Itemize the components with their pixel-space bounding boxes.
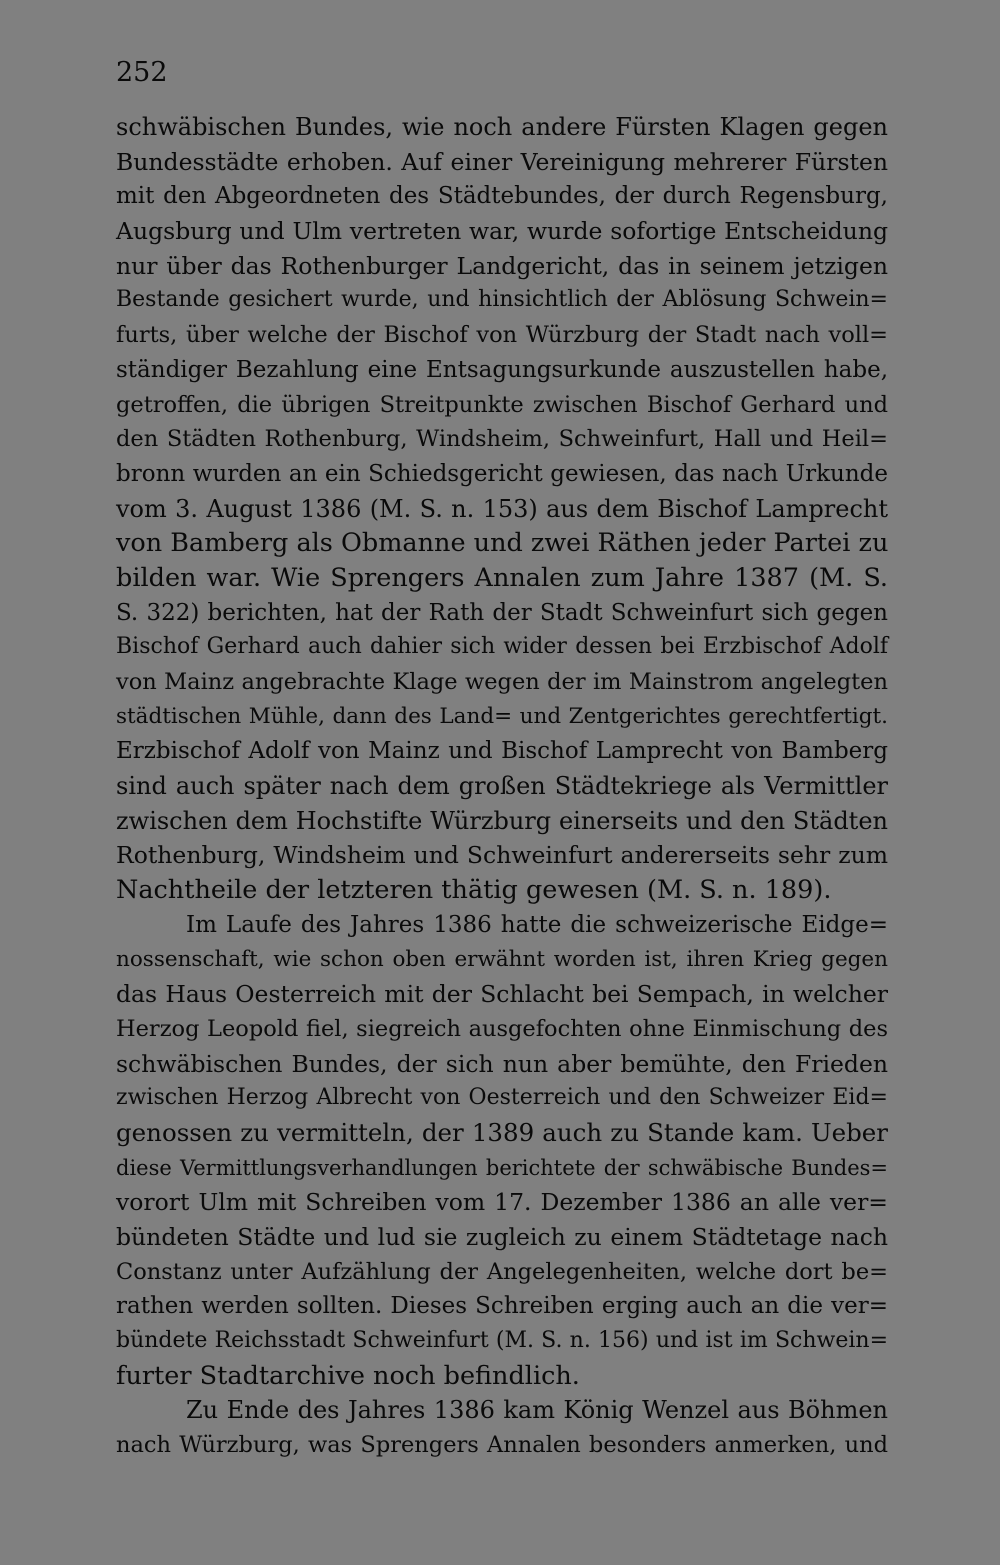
text-line: bündete Reichsstadt Schweinfurt (M. S. n. 156) und ist im Schwein= bbox=[116, 1328, 888, 1354]
text-line: bilden war. Wie Sprengers Annalen zum Jahre 1387 (M. S. bbox=[116, 562, 888, 593]
text-line: den Städten Rothenburg, Windsheim, Schweinfurt, Hall und Heil= bbox=[116, 426, 888, 453]
text-line: Bestande gesichert wurde, und hinsichtlich der Ablösung Schwein= bbox=[116, 287, 888, 313]
text-line: genossen zu vermitteln, der 1389 auch zu Stande kam. Ueber bbox=[116, 1117, 888, 1147]
text-line: ständiger Bezahlung eine Entsagungsurkunde auszustellen habe, bbox=[116, 356, 888, 383]
text-line: Herzog Leopold fiel, siegreich ausgefochten ohne Einmischung des bbox=[116, 1015, 888, 1042]
text-line: zwischen dem Hochstifte Würzburg einerseits und den Städten bbox=[116, 806, 888, 835]
text-line: Bundesstädte erhoben. Auf einer Vereinigung mehrerer Fürsten bbox=[116, 147, 888, 176]
text-line: das Haus Oesterreich mit der Schlacht bei Sempach, in welcher bbox=[116, 980, 888, 1009]
text-line: Nachtheile der letzteren thätig gewesen (M. S. n. 189). bbox=[116, 875, 832, 906]
text-line: Constanz unter Aufzählung der Angelegenheiten, welche dort be= bbox=[116, 1258, 888, 1285]
text-line: bronn wurden an ein Schiedsgericht gewiesen, das nach Urkunde bbox=[116, 460, 888, 487]
text-line: von Bamberg als Obmanne und zwei Räthen jeder Partei zu bbox=[116, 528, 889, 559]
text-line: nach Würzburg, was Sprengers Annalen besonders anmerken, und bbox=[116, 1432, 888, 1459]
text-line: nur über das Rothenburger Landgericht, das in seinem jetzigen bbox=[116, 251, 888, 280]
text-line: Bischof Gerhard auch dahier sich wider dessen bei Erzbischof Adolf bbox=[116, 634, 888, 660]
text-line: Im Laufe des Jahres 1386 hatte die schweizerische Eidge= bbox=[186, 911, 888, 938]
text-line: S. 322) berichten, hat der Rath der Stadt Schweinfurt sich gegen bbox=[116, 599, 888, 626]
text-line: Erzbischof Adolf von Mainz und Bischof Lamprecht von Bamberg bbox=[116, 738, 888, 765]
text-line: mit den Abgeordneten des Städtebundes, der durch Regensburg, bbox=[116, 183, 888, 210]
body-text bbox=[116, 110, 888, 1463]
text-line: städtischen Mühle, dann des Land= und Zentgerichtes gerechtfertigt. bbox=[116, 703, 888, 729]
text-line: furts, über welche der Bischof von Würzburg der Stadt nach voll= bbox=[116, 322, 888, 349]
text-line: schwäbischen Bundes, wie noch andere Fürsten Klagen gegen bbox=[116, 113, 888, 141]
text-line: rathen werden sollten. Dieses Schreiben erging auch an die ver= bbox=[116, 1293, 888, 1320]
text-line: Augsburg und Ulm vertreten war, wurde sofortige Entscheidung bbox=[116, 217, 888, 246]
text-line: getroffen, die übrigen Streitpunkte zwischen Bischof Gerhard und bbox=[116, 391, 888, 418]
text-line: schwäbischen Bundes, der sich nun aber bemühte, den Frieden bbox=[116, 1049, 888, 1078]
text-line: furter Stadtarchive noch befindlich. bbox=[116, 1360, 580, 1391]
text-line: Zu Ende des Jahres 1386 kam König Wenzel aus Böhmen bbox=[186, 1396, 888, 1425]
text-line: bündeten Städte und lud sie zugleich zu einem Städtetage nach bbox=[116, 1223, 888, 1251]
text-line: Rothenburg, Windsheim und Schweinfurt andererseits sehr zum bbox=[116, 841, 888, 870]
text-line: vom 3. August 1386 (M. S. n. 153) aus dem Bischof Lamprecht bbox=[116, 494, 888, 523]
page-number: 252 bbox=[116, 57, 168, 88]
text-line: nossenschaft, wie schon oben erwähnt worden ist, ihren Krieg gegen bbox=[116, 946, 888, 972]
text-line: zwischen Herzog Albrecht von Oesterreich und den Schweizer Eid= bbox=[116, 1085, 888, 1111]
text-line: diese Vermittlungsverhandlungen berichtete der schwäbische Bundes= bbox=[116, 1155, 888, 1180]
text-line: vorort Ulm mit Schreiben vom 17. Dezember 1386 an alle ver= bbox=[116, 1188, 888, 1217]
text-line: von Mainz angebrachte Klage wegen der im Mainstrom angelegten bbox=[116, 669, 888, 695]
text-line: sind auch später nach dem großen Städtekriege als Vermittler bbox=[116, 772, 888, 801]
